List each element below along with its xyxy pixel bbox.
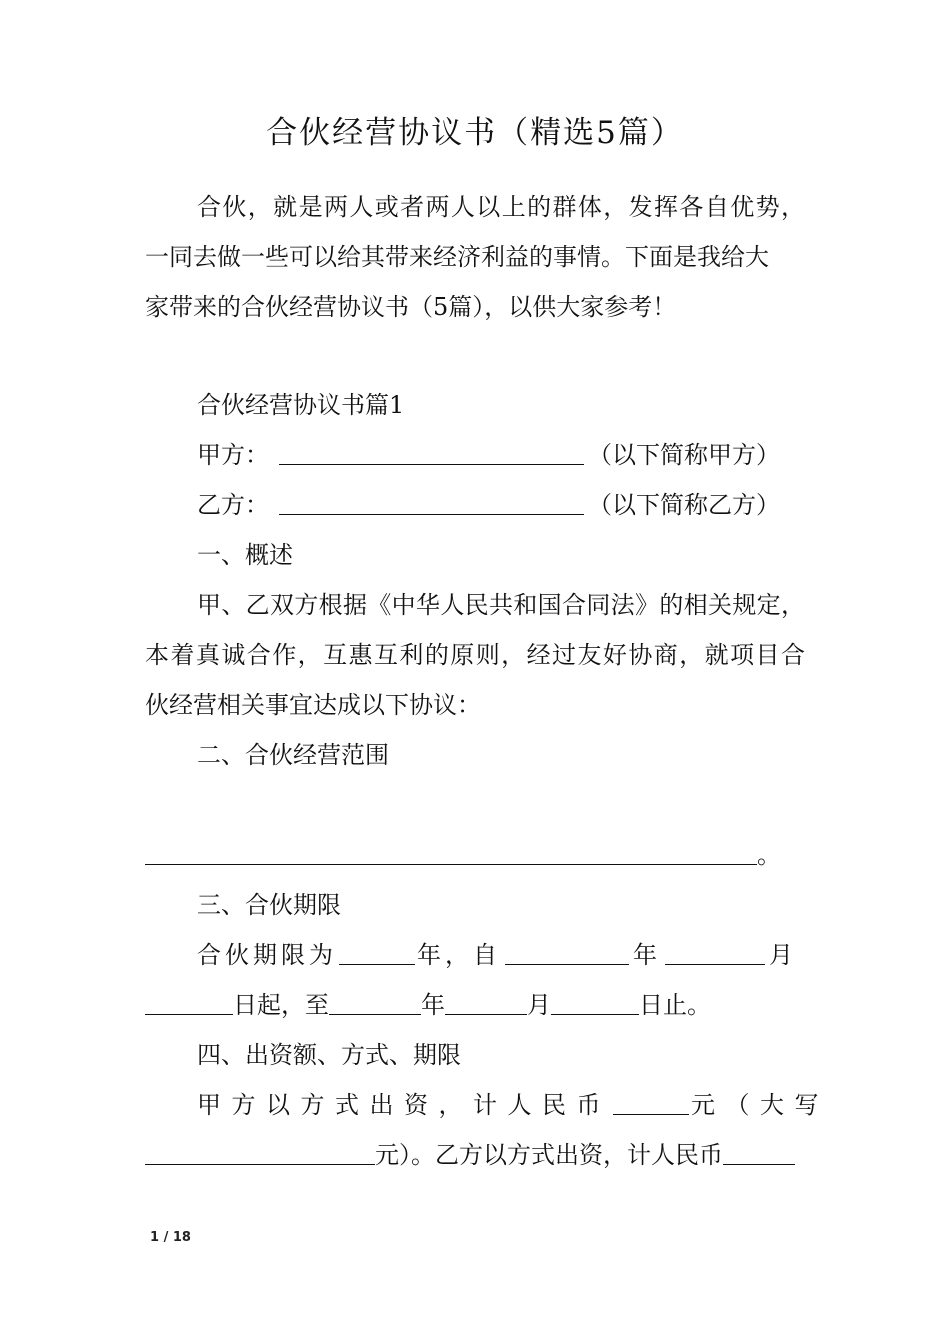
scope-line — [145, 830, 805, 880]
term-line-2 — [145, 980, 805, 1030]
scope-end: 。 — [757, 841, 781, 869]
end-year-blank[interactable] — [329, 980, 421, 1015]
capital-a-words-blank[interactable] — [145, 1130, 375, 1165]
heading-overview: 一、概述 — [197, 541, 293, 569]
party-a-blank[interactable] — [279, 430, 584, 465]
term-text-7: 月 — [527, 991, 551, 1019]
section-title: 合伙经营协议书篇1 — [197, 391, 405, 419]
capital-text-2: 元（大写 — [691, 1091, 829, 1119]
capital-a-amount-blank[interactable] — [613, 1080, 689, 1115]
term-text-8: 日止。 — [639, 991, 711, 1019]
capital-text-1: 甲方以方式出资，计人民币 — [197, 1091, 611, 1119]
heading-term: 三、合伙期限 — [197, 891, 341, 919]
start-month-blank[interactable] — [665, 930, 765, 965]
term-text-2: 年，自 — [417, 941, 501, 969]
end-month-blank[interactable] — [445, 980, 527, 1015]
page-indicator: 1 / 18 — [150, 1230, 191, 1245]
end-day-blank[interactable] — [551, 980, 639, 1015]
party-b-line — [197, 480, 805, 530]
party-a-note: （以下简称甲方） — [588, 441, 780, 469]
party-b-label: 乙方： — [197, 491, 269, 519]
scope-blank[interactable] — [145, 830, 757, 865]
term-years-blank[interactable] — [339, 930, 415, 965]
term-line-1 — [197, 930, 805, 980]
document-title: 合伙经营协议书（精选5篇） — [266, 115, 684, 151]
party-a-label: 甲方： — [197, 441, 269, 469]
capital-b-amount-blank[interactable] — [723, 1130, 795, 1165]
capital-line-2 — [145, 1130, 805, 1180]
intro-line-3: 家带来的合伙经营协议书（5篇），以供大家参考！ — [145, 293, 677, 321]
party-b-note: （以下简称乙方） — [588, 491, 780, 519]
start-day-blank[interactable] — [145, 980, 233, 1015]
party-a-line — [197, 430, 805, 480]
term-text-3: 年 — [633, 941, 661, 969]
overview-line-1: 甲、乙双方根据《中华人民共和国合同法》的相关规定， — [197, 591, 805, 619]
intro-line-2: 一同去做一些可以给其带来经济利益的事情。下面是我给大 — [145, 243, 769, 271]
overview-line-3: 伙经营相关事宜达成以下协议： — [145, 691, 481, 719]
overview-line-2: 本着真诚合作，互惠互利的原则，经过友好协商，就项目合 — [145, 641, 805, 669]
heading-scope: 二、合伙经营范围 — [197, 741, 389, 769]
intro-line-1: 合伙，就是两人或者两人以上的群体，发挥各自优势， — [197, 193, 805, 221]
capital-text-3: 元）。乙方以方式出资，计人民币 — [375, 1141, 723, 1169]
capital-line-1 — [197, 1080, 829, 1130]
term-text-6: 年 — [421, 991, 445, 1019]
term-text-5: 日起，至 — [233, 991, 329, 1019]
start-year-blank[interactable] — [505, 930, 629, 965]
term-text-1: 合伙期限为 — [197, 941, 337, 969]
term-text-4: 月 — [769, 941, 797, 969]
party-b-blank[interactable] — [279, 480, 584, 515]
heading-capital: 四、出资额、方式、期限 — [197, 1041, 461, 1069]
